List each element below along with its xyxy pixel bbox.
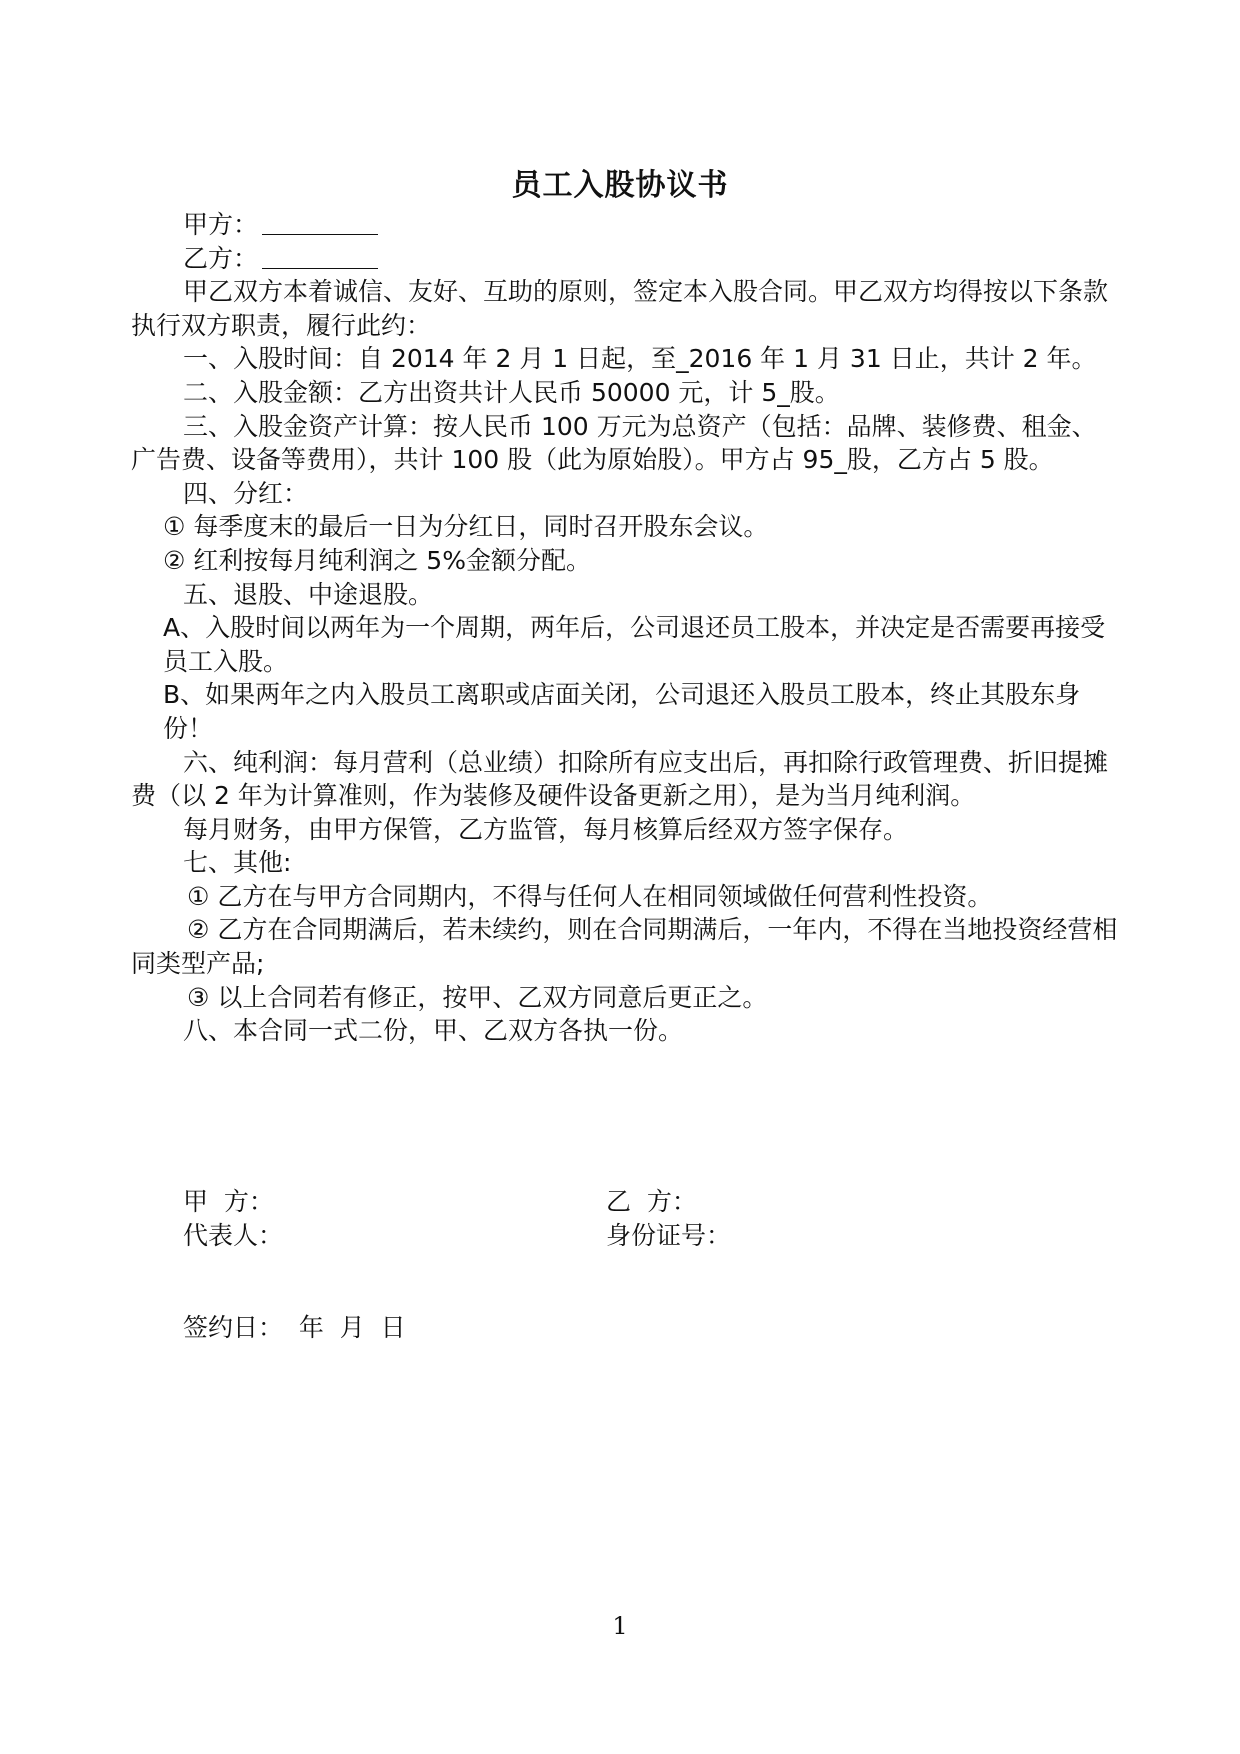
party-b-blank <box>262 244 378 269</box>
section-7-item-1: ① 乙方在与甲方合同期内，不得与任何人在相同领域做任何营利性投资。 <box>187 881 993 911</box>
signature-party-b: 乙 方： <box>606 1187 697 1216</box>
party-a-label: 甲方： <box>183 210 259 239</box>
section-7-item-3: ③ 以上合同若有修正，按甲、乙双方同意后更正之。 <box>187 982 768 1012</box>
section-5-item-b: B、如果两年之内入股员工离职或店面关闭，公司退还入股员工股本，终止其股东身份！ <box>163 680 1081 743</box>
signature-representative: 代表人： <box>183 1221 284 1250</box>
signature-date: 签约日： 年 月 日 <box>183 1313 406 1342</box>
section-5-item-a: A、入股时间以两年为一个周期，两年后，公司退还员工股本，并决定是否需要再接受员工入股。 <box>163 613 1106 676</box>
section-6-net-profit: 六、纯利润：每月营利（总业绩）扣除所有应支出后，再扣除行政管理费、折旧提摊费（以 2 年为计算准则，作为装修及硬件设备更新之用），是为当月纯利润。 <box>131 747 1109 811</box>
section-8-copies: 八、本合同一式二份，甲、乙双方各执一份。 <box>183 1016 684 1046</box>
section-2-amount: 二、入股金额：乙方出资共计人民币 50000 元，计 5_股。 <box>183 377 840 407</box>
section-4-item-1: ① 每季度末的最后一日为分红日，同时召开股东会议。 <box>163 512 769 542</box>
agreement-body <box>131 208 1121 1048</box>
section-1-term: 一、入股时间：自 2014 年 2 月 1 日起，至_2016 年 1 月 31 日止，共计 2 年。 <box>183 344 1097 374</box>
party-a-blank <box>262 210 378 235</box>
party-b-line <box>131 242 1121 276</box>
intro-paragraph: 甲乙双方本着诚信、友好、互助的原则，签定本入股合同。甲乙双方均得按以下条款执行双方职责，履行此约： <box>131 277 1109 340</box>
section-3-assets: 三、入股金资产计算：按人民币 100 万元为总资产（包括：品牌、装修费、租金、广告费、设备等费用），共计 100 股（此为原始股）。甲方占 95_股，乙方占 5 股。 <box>131 411 1097 475</box>
section-7-other: 七、其他: <box>183 848 292 878</box>
section-7-item-2: ② 乙方在合同期满后，若未续约，则在合同期满后，一年内，不得在当地投资经营相同类型产品; <box>131 915 1118 979</box>
section-5-withdrawal: 五、退股、中途退股。 <box>183 579 434 609</box>
signature-id-number: 身份证号： <box>606 1221 732 1250</box>
page-number: 1 <box>612 1612 628 1640</box>
section-4-dividend: 四、分红： <box>183 478 309 508</box>
party-a-line <box>131 208 1121 242</box>
party-b-label: 乙方： <box>183 243 259 273</box>
document-title: 员工入股协议书 <box>511 168 729 203</box>
signature-party-a: 甲 方： <box>183 1187 274 1216</box>
section-6-finance: 每月财务，由甲方保管，乙方监管，每月核算后经双方签字保存。 <box>183 814 909 844</box>
section-4-item-2: ② 红利按每月纯利润之 5%金额分配。 <box>163 545 591 575</box>
